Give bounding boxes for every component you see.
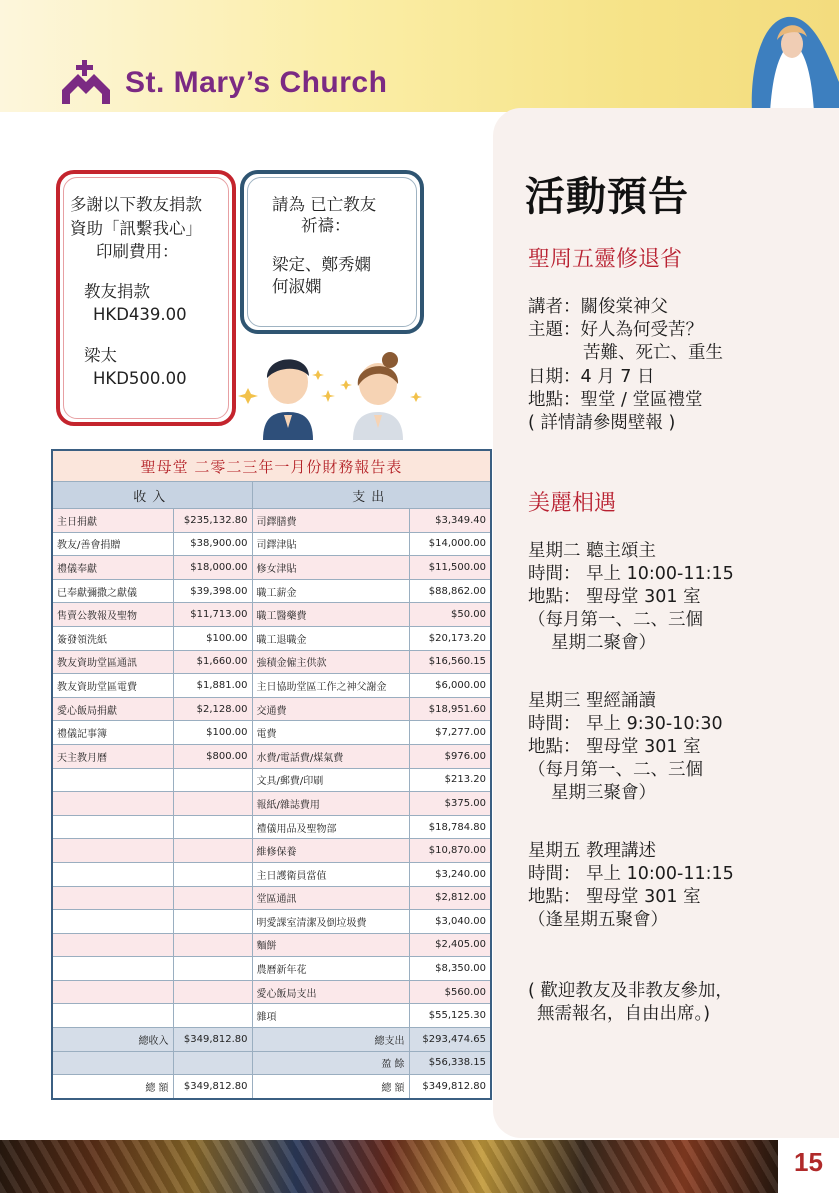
- table-row: [52, 674, 491, 698]
- expense-item-cell: 職工醫藥費: [252, 603, 409, 627]
- expense-amount-cell: $88,862.00: [409, 579, 491, 603]
- income-amount-cell: $2,128.00: [173, 697, 252, 721]
- income-amount-cell: [173, 980, 252, 1004]
- table-row: [52, 721, 491, 745]
- virgin-mary-statue-icon: [732, 12, 839, 112]
- income-item-cell: [52, 980, 173, 1004]
- expense-item-cell: 司鐸津貼: [252, 532, 409, 556]
- table-row: [52, 792, 491, 816]
- expense-item-cell: 報紙/雜誌費用: [252, 792, 409, 816]
- church-logo-icon: [62, 60, 110, 104]
- expense-amount-cell: $375.00: [409, 792, 491, 816]
- income-item-cell: [52, 862, 173, 886]
- table-row: [52, 579, 491, 603]
- expense-amount-cell: $2,405.00: [409, 933, 491, 957]
- welcome-note: 無需報名，自由出席。): [537, 1004, 711, 1024]
- table-row: [52, 556, 491, 580]
- church-name: St. Mary’s Church: [125, 66, 388, 99]
- total-expense-value: $293,474.65: [409, 1028, 491, 1052]
- income-item-cell: 簽發領洗紙: [52, 626, 173, 650]
- page-number: 15: [778, 1140, 839, 1193]
- expense-amount-cell: $14,000.00: [409, 532, 491, 556]
- income-item-cell: [52, 933, 173, 957]
- income-amount-cell: [173, 910, 252, 934]
- expense-item-cell: 麵餅: [252, 933, 409, 957]
- activities-title: 活動預告: [525, 174, 689, 220]
- wed-line: 星期三 聖經誦讀: [528, 691, 657, 711]
- expense-item-cell: 主日協助堂區工作之神父謝金: [252, 674, 409, 698]
- income-amount-cell: $1,881.00: [173, 674, 252, 698]
- expense-amount-cell: $50.00: [409, 603, 491, 627]
- expense-item-cell: 禮儀用品及聖物部: [252, 815, 409, 839]
- income-item-cell: [52, 910, 173, 934]
- income-amount-cell: [173, 933, 252, 957]
- expense-item-cell: 明愛課室清潔及倒垃圾費: [252, 910, 409, 934]
- income-amount-cell: $38,900.00: [173, 532, 252, 556]
- prayer-name: 梁定、鄭秀嫻: [272, 255, 371, 274]
- income-item-cell: [52, 957, 173, 981]
- expense-amount-cell: $213.20: [409, 768, 491, 792]
- income-amount-cell: $100.00: [173, 721, 252, 745]
- financial-report-title: 聖母堂 二零二三年一月份財務報告表: [52, 450, 491, 482]
- income-item-cell: [52, 1004, 173, 1028]
- retreat-line: ( 詳情請參閱壁報 ): [528, 413, 676, 433]
- donation-intro-2: 資助「訊繫我心」: [70, 219, 202, 238]
- income-amount-cell: $11,713.00: [173, 603, 252, 627]
- expense-item-cell: 農曆新年花: [252, 957, 409, 981]
- retreat-heading: 聖周五靈修退省: [528, 247, 683, 272]
- expense-amount-cell: $6,000.00: [409, 674, 491, 698]
- grand-total-label-right: 總 額: [252, 1075, 409, 1099]
- income-item-cell: 教友/善會捐贈: [52, 532, 173, 556]
- income-item-cell: 售賣公教報及聖物: [52, 603, 173, 627]
- retreat-line: 日期：4 月 7 日: [528, 367, 655, 387]
- expense-item-cell: 職工薪金: [252, 579, 409, 603]
- tue-line: 地點： 聖母堂 301 室: [528, 587, 701, 607]
- expense-item-cell: 堂區通訊: [252, 886, 409, 910]
- table-row: [52, 980, 491, 1004]
- wed-line: 星期三聚會）: [551, 783, 656, 803]
- income-item-cell: 教友資助堂區電費: [52, 674, 173, 698]
- table-row: [52, 933, 491, 957]
- expense-item-cell: 文具/郵費/印刷: [252, 768, 409, 792]
- table-row: [52, 532, 491, 556]
- expense-amount-cell: $10,870.00: [409, 839, 491, 863]
- surplus-label: 盈 餘: [252, 1051, 409, 1075]
- expense-item-cell: 司鐸膳費: [252, 509, 409, 533]
- expense-amount-cell: $560.00: [409, 980, 491, 1004]
- table-row: [52, 603, 491, 627]
- expense-amount-cell: $8,350.00: [409, 957, 491, 981]
- total-income-label: 總收入: [52, 1028, 173, 1052]
- retreat-line: 苦難、死亡、重生: [583, 343, 723, 363]
- expense-item-cell: 主日護衛員當值: [252, 862, 409, 886]
- income-amount-cell: [173, 839, 252, 863]
- wed-line: 時間： 早上 9:30-10:30: [528, 714, 723, 734]
- donation-intro-1: 多謝以下教友捐款: [70, 195, 202, 214]
- donation-intro-3: 印刷費用：: [96, 242, 179, 261]
- income-item-cell: [52, 815, 173, 839]
- expense-item-cell: 水費/電話費/煤氣費: [252, 744, 409, 768]
- income-amount-cell: [173, 768, 252, 792]
- total-expense-label: 總支出: [252, 1028, 409, 1052]
- tue-line: 星期二聚會）: [551, 633, 656, 653]
- donor-name: 梁太: [84, 346, 117, 365]
- donor-name: 教友捐款: [84, 282, 150, 301]
- income-item-cell: 教友資助堂區通訊: [52, 650, 173, 674]
- expense-item-cell: 維修保養: [252, 839, 409, 863]
- fri-line: （逢星期五聚會）: [528, 910, 668, 930]
- income-amount-cell: [173, 792, 252, 816]
- retreat-line: 地點：聖堂 / 堂區禮堂: [528, 390, 703, 410]
- retreat-line: 講者：關俊棠神父: [528, 297, 668, 317]
- expense-amount-cell: $976.00: [409, 744, 491, 768]
- table-row: [52, 768, 491, 792]
- tue-line: （每月第一、二、三個: [528, 610, 703, 630]
- table-row: [52, 744, 491, 768]
- financial-report-table: [51, 449, 492, 1100]
- income-amount-cell: [173, 886, 252, 910]
- grand-total-label-left: 總 額: [52, 1075, 173, 1099]
- surplus-value: $56,338.15: [409, 1051, 491, 1075]
- donor-amount: HKD500.00: [93, 369, 187, 388]
- table-row: [52, 509, 491, 533]
- table-row: [52, 815, 491, 839]
- fri-line: 時間： 早上 10:00-11:15: [528, 864, 734, 884]
- wed-line: （每月第一、二、三個: [528, 760, 703, 780]
- grand-total-left: $349,812.80: [173, 1075, 252, 1099]
- tue-line: 星期二 聽主頌主: [528, 541, 657, 561]
- expense-item-cell: 愛心飯局支出: [252, 980, 409, 1004]
- income-item-cell: 天主教月曆: [52, 744, 173, 768]
- income-amount-cell: [173, 862, 252, 886]
- income-amount-cell: $100.00: [173, 626, 252, 650]
- expense-amount-cell: $20,173.20: [409, 626, 491, 650]
- praying-people-illustration-icon: [238, 340, 428, 440]
- expense-amount-cell: $18,951.60: [409, 697, 491, 721]
- income-item-cell: 主日捐獻: [52, 509, 173, 533]
- stained-glass-footer: [0, 1140, 778, 1193]
- empty-cell: [173, 1051, 252, 1075]
- expense-amount-cell: $3,240.00: [409, 862, 491, 886]
- meet-heading: 美麗相遇: [528, 491, 617, 516]
- income-header: 收入: [52, 482, 252, 509]
- table-row: [52, 839, 491, 863]
- fri-line: 星期五 教理講述: [528, 841, 657, 861]
- income-amount-cell: $39,398.00: [173, 579, 252, 603]
- income-amount-cell: [173, 815, 252, 839]
- expense-item-cell: 強積金僱主供款: [252, 650, 409, 674]
- expense-amount-cell: $3,040.00: [409, 910, 491, 934]
- total-income-value: $349,812.80: [173, 1028, 252, 1052]
- empty-cell: [52, 1051, 173, 1075]
- income-amount-cell: $1,660.00: [173, 650, 252, 674]
- expense-amount-cell: $55,125.30: [409, 1004, 491, 1028]
- table-row: [52, 650, 491, 674]
- expense-header: 支出: [252, 482, 491, 509]
- expense-amount-cell: $18,784.80: [409, 815, 491, 839]
- income-item-cell: [52, 768, 173, 792]
- income-item-cell: 禮儀奉獻: [52, 556, 173, 580]
- income-item-cell: 已奉獻彌撒之獻儀: [52, 579, 173, 603]
- income-amount-cell: [173, 957, 252, 981]
- retreat-line: 主題：好人為何受苦？: [528, 320, 703, 340]
- table-row: [52, 626, 491, 650]
- donor-amount: HKD439.00: [93, 305, 187, 324]
- income-item-cell: [52, 792, 173, 816]
- grand-total-right: $349,812.80: [409, 1075, 491, 1099]
- income-amount-cell: $235,132.80: [173, 509, 252, 533]
- prayer-line-1: 請為 已亡教友: [272, 195, 377, 214]
- income-item-cell: [52, 839, 173, 863]
- expense-amount-cell: $3,349.40: [409, 509, 491, 533]
- table-row: [52, 910, 491, 934]
- expense-amount-cell: $16,560.15: [409, 650, 491, 674]
- table-row: [52, 1004, 491, 1028]
- table-row: [52, 862, 491, 886]
- tue-line: 時間： 早上 10:00-11:15: [528, 564, 734, 584]
- expense-amount-cell: $11,500.00: [409, 556, 491, 580]
- income-item-cell: 愛心飯局捐獻: [52, 697, 173, 721]
- expense-amount-cell: $2,812.00: [409, 886, 491, 910]
- expense-item-cell: 交通費: [252, 697, 409, 721]
- table-row: [52, 957, 491, 981]
- expense-amount-cell: $7,277.00: [409, 721, 491, 745]
- expense-item-cell: 修女津貼: [252, 556, 409, 580]
- income-item-cell: [52, 886, 173, 910]
- income-amount-cell: [173, 1004, 252, 1028]
- wed-line: 地點： 聖母堂 301 室: [528, 737, 701, 757]
- income-amount-cell: $18,000.00: [173, 556, 252, 580]
- table-row: [52, 697, 491, 721]
- expense-item-cell: 電費: [252, 721, 409, 745]
- expense-item-cell: 雜項: [252, 1004, 409, 1028]
- income-amount-cell: $800.00: [173, 744, 252, 768]
- prayer-name: 何淑嫻: [272, 277, 322, 296]
- income-item-cell: 禮儀記事簿: [52, 721, 173, 745]
- table-row: [52, 886, 491, 910]
- fri-line: 地點： 聖母堂 301 室: [528, 887, 701, 907]
- expense-item-cell: 職工退職金: [252, 626, 409, 650]
- prayer-line-2: 祈禱：: [301, 216, 351, 235]
- welcome-note: ( 歡迎教友及非教友參加，: [528, 981, 733, 1001]
